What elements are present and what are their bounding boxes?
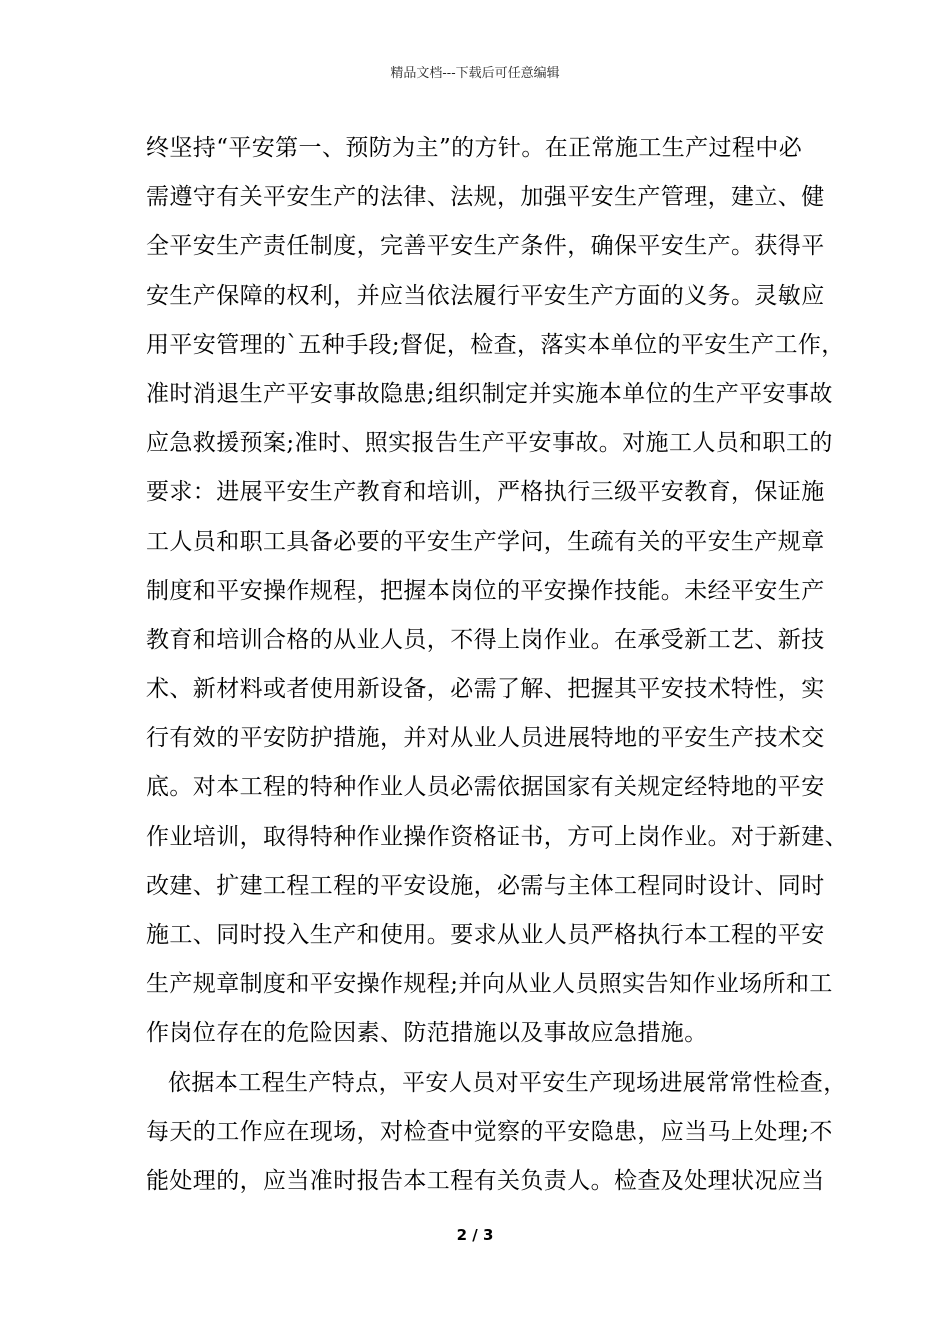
page-number: 2 / 3 bbox=[456, 1226, 494, 1244]
text-line: 每天的工作应在现场，对检查中觉察的平安隐患，应当马上处理;不 bbox=[146, 1118, 833, 1145]
text-line: 制度和平安操作规程，把握本岗位的平安操作技能。未经平安生产 bbox=[146, 577, 825, 604]
text-line: 安生产保障的权利，并应当依法履行平安生产方面的义务。灵敏应 bbox=[146, 282, 825, 309]
text-line: 改建、扩建工程工程的平安设施，必需与主体工程同时设计、同时 bbox=[146, 872, 825, 899]
text-line: 能处理的，应当准时报告本工程有关负责人。检查及处理状况应当 bbox=[146, 1167, 825, 1194]
text-line: 终坚持“平安第一、预防为主”的方针。在正常施工生产过程中必 bbox=[146, 135, 803, 161]
text-line: 准时消退生产平安事故隐患;组织制定并实施本单位的生产平安事故 bbox=[146, 380, 833, 407]
text-line: 应急救援预案;准时、照实报告生产平安事故。对施工人员和职工的 bbox=[146, 430, 833, 457]
document-body bbox=[146, 124, 848, 1206]
page-header: 精品文档---下载后可任意编辑 bbox=[390, 66, 560, 81]
text-line: 全平安生产责任制度，完善平安生产条件，确保平安生产。获得平 bbox=[146, 233, 825, 260]
text-line: 作业培训，取得特种作业操作资格证书，方可上岗作业。对于新建、 bbox=[146, 823, 848, 850]
text-line: 生产规章制度和平安操作规程;并向从业人员照实告知作业场所和工 bbox=[146, 971, 833, 998]
text-line: 工人员和职工具备必要的平安生产学问，生疏有关的平安生产规章 bbox=[146, 528, 825, 555]
text-line: 作岗位存在的危险因素、防范措施以及事故应急措施。 bbox=[146, 1020, 708, 1047]
text-line: 教育和培训合格的从业人员，不得上岗作业。在承受新工艺、新技 bbox=[146, 626, 825, 653]
text-line: 施工、同时投入生产和使用。要求从业人员严格执行本工程的平安 bbox=[146, 922, 825, 948]
paragraph-start-line: 依据本工程生产特点，平安人员对平安生产现场进展常常性检查， bbox=[168, 1069, 847, 1096]
text-line: 术、新材料或者使用新设备，必需了解、把握其平安技术特性，实 bbox=[146, 676, 825, 703]
text-line: 用平安管理的`五种手段;督促，检查，落实本单位的平安生产工作， bbox=[146, 331, 845, 358]
text-line: 需遵守有关平安生产的法律、法规，加强平安生产管理，建立、健 bbox=[146, 184, 825, 211]
text-line: 底。对本工程的特种作业人员必需依据国家有关规定经特地的平安 bbox=[146, 774, 825, 801]
text-line: 要求：进展平安生产教育和培训，严格执行三级平安教育，保证施 bbox=[146, 479, 825, 506]
text-line: 行有效的平安防护措施，并对从业人员进展特地的平安生产技术交 bbox=[146, 725, 825, 752]
